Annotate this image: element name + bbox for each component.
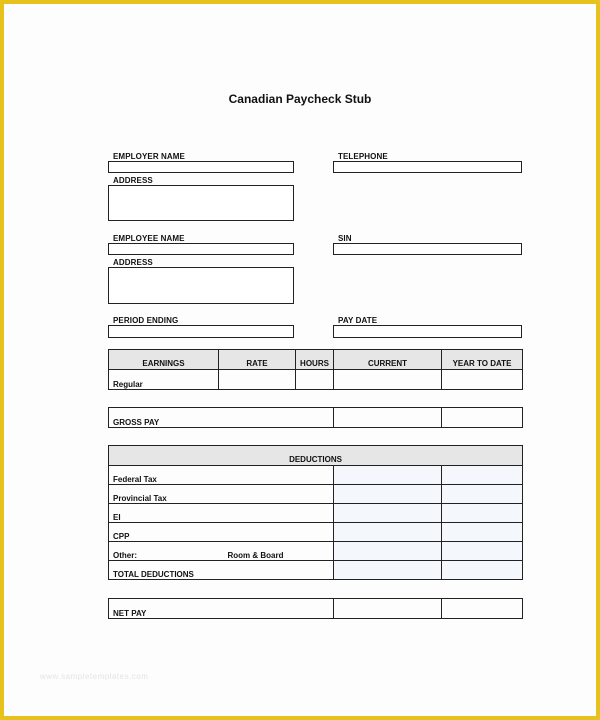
table-row	[109, 599, 523, 619]
federal-tax-current-cell[interactable]	[334, 466, 442, 485]
ytd-header: YEAR TO DATE	[442, 350, 523, 370]
employer-name-field[interactable]	[108, 161, 294, 173]
sin-field[interactable]	[333, 243, 522, 255]
table-row	[109, 561, 523, 580]
provincial-tax-label: Provincial Tax	[109, 485, 334, 504]
deductions-table	[108, 445, 523, 580]
employee-name-field[interactable]	[108, 243, 294, 255]
total-deductions-label: TOTAL DEDUCTIONS	[109, 561, 334, 580]
earnings-table	[108, 349, 523, 390]
table-row	[109, 466, 523, 485]
net-pay-table	[108, 598, 523, 619]
provincial-tax-current-cell[interactable]	[334, 485, 442, 504]
table-row	[109, 408, 523, 428]
cpp-current-cell[interactable]	[334, 523, 442, 542]
net-pay-label: NET PAY	[109, 599, 334, 619]
pay-date-field[interactable]	[333, 325, 522, 338]
cpp-ytd-cell[interactable]	[442, 523, 523, 542]
period-ending-field[interactable]	[108, 325, 294, 338]
total-deductions-ytd-cell[interactable]	[442, 561, 523, 580]
table-row	[109, 523, 523, 542]
deductions-header: DEDUCTIONS	[109, 446, 523, 466]
net-pay-ytd-cell[interactable]	[442, 599, 523, 619]
regular-label: Regular	[109, 370, 219, 390]
pay-date-label: PAY DATE	[338, 316, 378, 325]
employee-name-label: EMPLOYEE NAME	[113, 234, 185, 243]
other-ytd-cell[interactable]	[442, 542, 523, 561]
hours-header: HOURS	[296, 350, 334, 370]
regular-rate-cell[interactable]	[219, 370, 296, 390]
other-label: Other:	[109, 542, 224, 561]
gross-pay-table	[108, 407, 523, 428]
current-header: CURRENT	[334, 350, 442, 370]
employer-address-field[interactable]	[108, 185, 294, 221]
period-ending-label: PERIOD ENDING	[113, 316, 179, 325]
table-row	[109, 504, 523, 523]
sin-label: SIN	[338, 234, 352, 243]
ei-label: EI	[109, 504, 334, 523]
table-row	[109, 542, 523, 561]
net-pay-current-cell[interactable]	[334, 599, 442, 619]
table-row	[109, 370, 523, 390]
cpp-label: CPP	[109, 523, 334, 542]
employer-address-label: ADDRESS	[113, 176, 153, 185]
page-title: Canadian Paycheck Stub	[228, 92, 372, 106]
ei-current-cell[interactable]	[334, 504, 442, 523]
federal-tax-ytd-cell[interactable]	[442, 466, 523, 485]
watermark: www.sampletemplates.com	[40, 672, 149, 681]
gross-pay-label: GROSS PAY	[109, 408, 334, 428]
earnings-header: EARNINGS	[109, 350, 219, 370]
other-current-cell[interactable]	[334, 542, 442, 561]
total-deductions-current-cell[interactable]	[334, 561, 442, 580]
gross-pay-ytd-cell[interactable]	[442, 408, 523, 428]
table-row	[109, 485, 523, 504]
room-board-note: Room & Board	[224, 542, 334, 561]
employee-address-field[interactable]	[108, 267, 294, 304]
provincial-tax-ytd-cell[interactable]	[442, 485, 523, 504]
regular-hours-cell[interactable]	[296, 370, 334, 390]
rate-header: RATE	[219, 350, 296, 370]
regular-ytd-cell[interactable]	[442, 370, 523, 390]
telephone-label: TELEPHONE	[338, 152, 388, 161]
telephone-field[interactable]	[333, 161, 522, 173]
employee-address-label: ADDRESS	[113, 258, 153, 267]
gross-pay-current-cell[interactable]	[334, 408, 442, 428]
federal-tax-label: Federal Tax	[109, 466, 334, 485]
ei-ytd-cell[interactable]	[442, 504, 523, 523]
employer-name-label: EMPLOYER NAME	[113, 152, 185, 161]
regular-current-cell[interactable]	[334, 370, 442, 390]
